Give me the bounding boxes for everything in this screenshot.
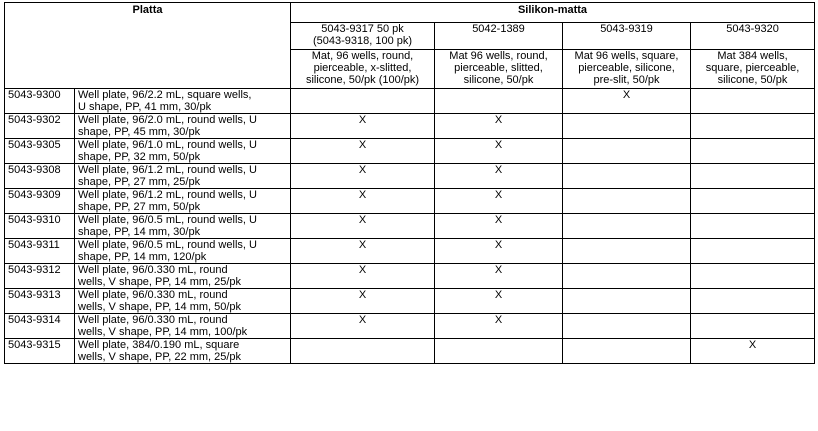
plate-description: Well plate, 96/1.2 mL, round wells, U shape, PP, 27 mm, 50/pk bbox=[75, 189, 291, 214]
compatibility-mark: X bbox=[691, 339, 815, 364]
table-row bbox=[5, 139, 815, 164]
mat-code: 5043-9317 50 pk (5043-9318, 100 pk) bbox=[291, 23, 435, 50]
plate-rows bbox=[5, 89, 815, 364]
compatibility-mark bbox=[291, 339, 435, 364]
plate-description: Well plate, 96/0.330 mL, round wells, V shape, PP, 14 mm, 100/pk bbox=[75, 314, 291, 339]
plate-code: 5043-9310 bbox=[5, 214, 75, 239]
compatibility-mark bbox=[563, 114, 691, 139]
compatibility-mark bbox=[691, 164, 815, 189]
compatibility-mark bbox=[563, 239, 691, 264]
mat-description: Mat 96 wells, square, pierceable, silicone, pre-slit, 50/pk bbox=[563, 50, 691, 89]
compatibility-mark: X bbox=[291, 139, 435, 164]
compatibility-mark bbox=[691, 264, 815, 289]
plate-code: 5043-9315 bbox=[5, 339, 75, 364]
compatibility-mark bbox=[691, 314, 815, 339]
plate-code: 5043-9309 bbox=[5, 189, 75, 214]
compatibility-mark bbox=[291, 89, 435, 114]
table-row bbox=[5, 339, 815, 364]
compatibility-mark: X bbox=[435, 289, 563, 314]
compatibility-mark bbox=[563, 164, 691, 189]
plate-description: Well plate, 384/0.190 mL, square wells, V shape, PP, 22 mm, 25/pk bbox=[75, 339, 291, 364]
table-row bbox=[5, 239, 815, 264]
compatibility-mark: X bbox=[435, 164, 563, 189]
table-row bbox=[5, 164, 815, 189]
table-row bbox=[5, 289, 815, 314]
plate-description: Well plate, 96/1.0 mL, round wells, U shape, PP, 32 mm, 50/pk bbox=[75, 139, 291, 164]
compatibility-mark: X bbox=[291, 189, 435, 214]
mat-description: Mat 384 wells, square, pierceable, silicone, 50/pk bbox=[691, 50, 815, 89]
compatibility-mark bbox=[563, 314, 691, 339]
compatibility-mark bbox=[563, 139, 691, 164]
plate-description: Well plate, 96/2.2 mL, square wells, U shape, PP, 41 mm, 30/pk bbox=[75, 89, 291, 114]
table-row bbox=[5, 114, 815, 139]
compatibility-mark bbox=[691, 139, 815, 164]
table-row bbox=[5, 189, 815, 214]
compatibility-mark bbox=[563, 214, 691, 239]
plate-code: 5043-9300 bbox=[5, 89, 75, 114]
plate-code: 5043-9305 bbox=[5, 139, 75, 164]
compatibility-mark: X bbox=[291, 114, 435, 139]
plate-code: 5043-9302 bbox=[5, 114, 75, 139]
plate-code: 5043-9314 bbox=[5, 314, 75, 339]
compatibility-mark bbox=[691, 239, 815, 264]
compatibility-mark bbox=[563, 189, 691, 214]
compatibility-mark bbox=[691, 214, 815, 239]
compatibility-mark bbox=[435, 89, 563, 114]
compatibility-mark bbox=[691, 289, 815, 314]
mat-description: Mat 96 wells, round, pierceable, slitted, silicone, 50/pk bbox=[435, 50, 563, 89]
compatibility-mark: X bbox=[435, 189, 563, 214]
compatibility-mark: X bbox=[435, 214, 563, 239]
group-header-row bbox=[5, 3, 815, 23]
compatibility-mark bbox=[563, 264, 691, 289]
platta-header: Platta bbox=[5, 3, 291, 89]
compatibility-mark: X bbox=[435, 264, 563, 289]
compatibility-mark: X bbox=[435, 114, 563, 139]
plate-description: Well plate, 96/2.0 mL, round wells, U shape, PP, 45 mm, 30/pk bbox=[75, 114, 291, 139]
compatibility-mark bbox=[563, 339, 691, 364]
mat-description: Mat, 96 wells, round, pierceable, x-slitted, silicone, 50/pk (100/pk) bbox=[291, 50, 435, 89]
compatibility-mark: X bbox=[291, 164, 435, 189]
plate-description: Well plate, 96/0.5 mL, round wells, U shape, PP, 14 mm, 30/pk bbox=[75, 214, 291, 239]
plate-code: 5043-9308 bbox=[5, 164, 75, 189]
plate-description: Well plate, 96/0.5 mL, round wells, U shape, PP, 14 mm, 120/pk bbox=[75, 239, 291, 264]
plate-code: 5043-9312 bbox=[5, 264, 75, 289]
compatibility-mark: X bbox=[291, 314, 435, 339]
silikon-header: Silikon-matta bbox=[291, 3, 815, 23]
compatibility-mark bbox=[435, 339, 563, 364]
compatibility-mark: X bbox=[291, 264, 435, 289]
compatibility-mark: X bbox=[563, 89, 691, 114]
compatibility-mark: X bbox=[291, 289, 435, 314]
mat-code: 5043-9319 bbox=[563, 23, 691, 50]
compatibility-mark: X bbox=[435, 314, 563, 339]
plate-code: 5043-9311 bbox=[5, 239, 75, 264]
compatibility-mark bbox=[563, 289, 691, 314]
compatibility-mark bbox=[691, 114, 815, 139]
mat-code: 5042-1389 bbox=[435, 23, 563, 50]
plate-description: Well plate, 96/1.2 mL, round wells, U shape, PP, 27 mm, 25/pk bbox=[75, 164, 291, 189]
compatibility-mark bbox=[691, 89, 815, 114]
table-row bbox=[5, 89, 815, 114]
plate-description: Well plate, 96/0.330 mL, round wells, V shape, PP, 14 mm, 25/pk bbox=[75, 264, 291, 289]
compatibility-mark: X bbox=[291, 239, 435, 264]
compatibility-table bbox=[4, 2, 815, 364]
compatibility-mark bbox=[691, 189, 815, 214]
compatibility-mark: X bbox=[435, 139, 563, 164]
table-row bbox=[5, 314, 815, 339]
plate-code: 5043-9313 bbox=[5, 289, 75, 314]
compatibility-mark: X bbox=[291, 214, 435, 239]
compatibility-mark: X bbox=[435, 239, 563, 264]
table-row bbox=[5, 264, 815, 289]
plate-description: Well plate, 96/0.330 mL, round wells, V shape, PP, 14 mm, 50/pk bbox=[75, 289, 291, 314]
table-row bbox=[5, 214, 815, 239]
mat-code: 5043-9320 bbox=[691, 23, 815, 50]
